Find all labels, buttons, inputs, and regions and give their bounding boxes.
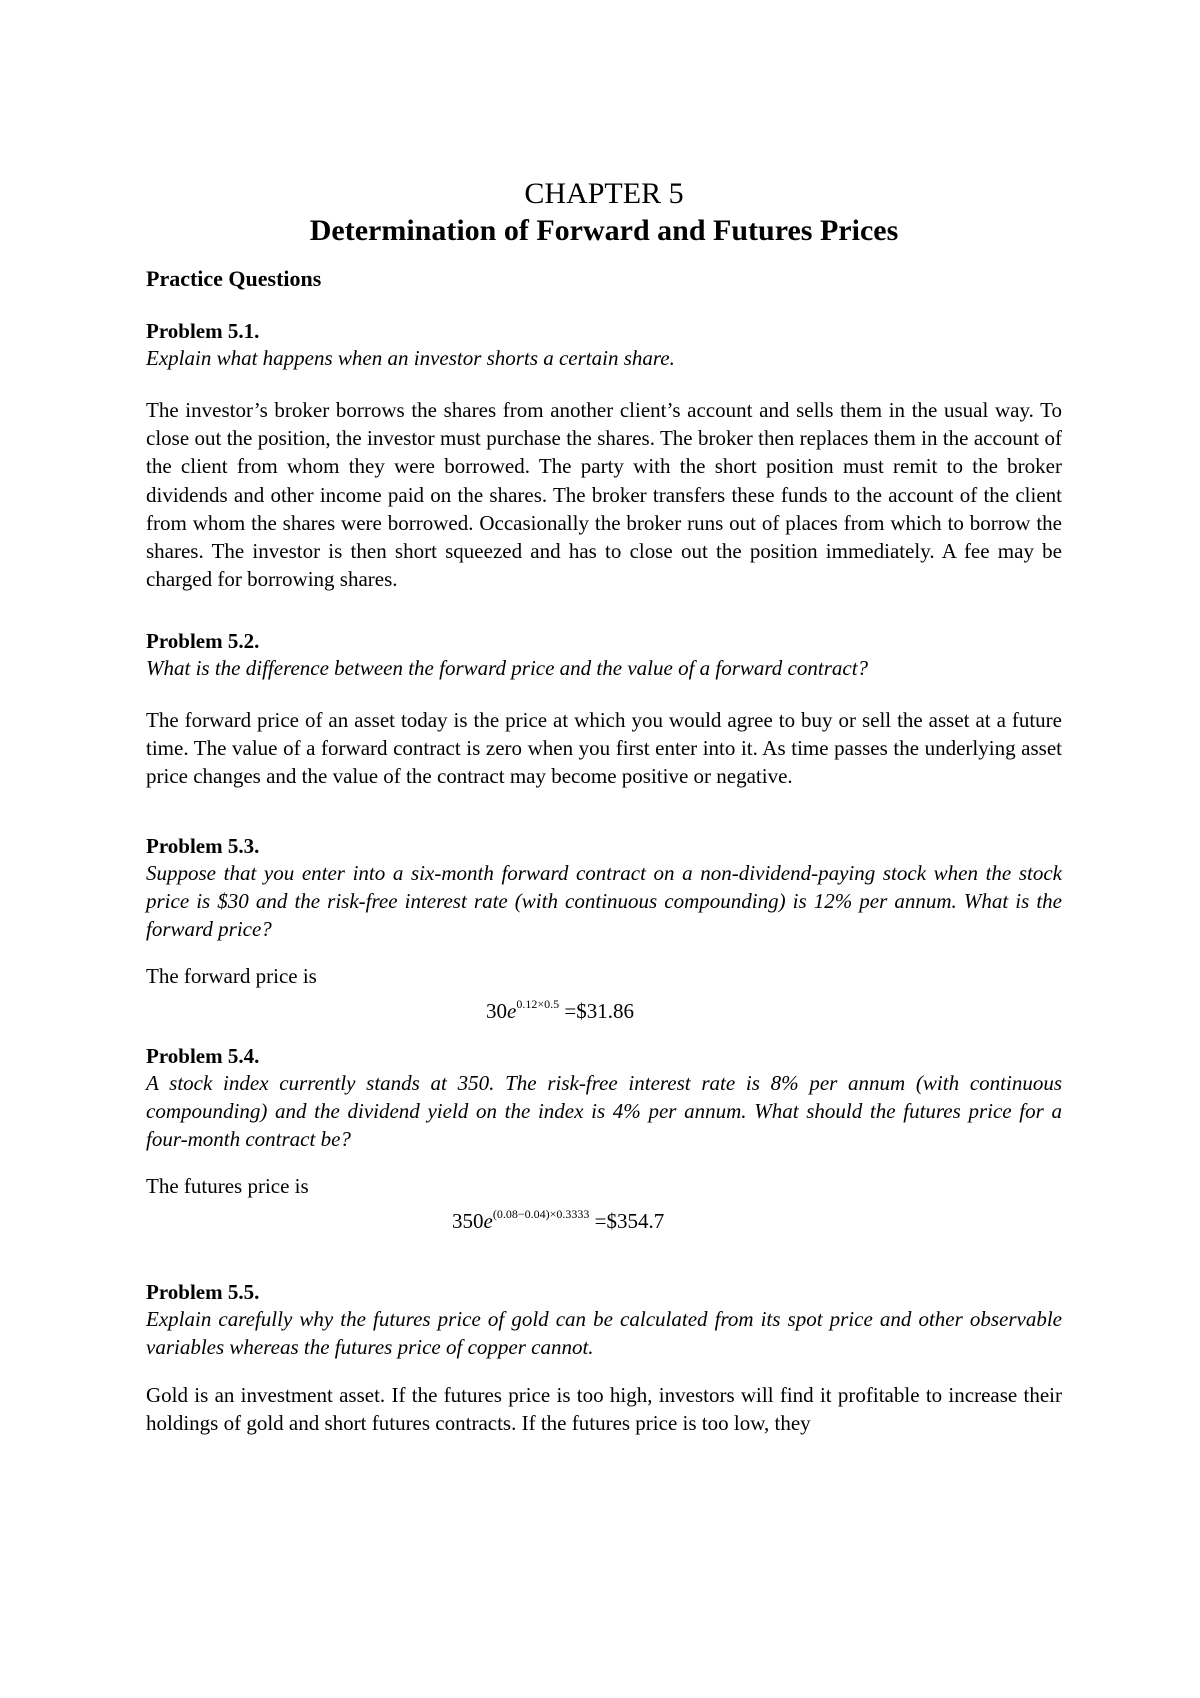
- problem-answer: Gold is an investment asset. If the futures price is too high, investors will find it profitable to increase their holdings of gold and short futures contracts. If the futures price is too low, they: [146, 1383, 1062, 1436]
- problem-question: Suppose that you enter into a six-month forward contract on a non-dividend-paying stock when the stock price is $30 and the risk-free interest rate (with continuous compounding) is 12% per annum. What is the forward price?: [146, 861, 1062, 942]
- problem-question: What is the difference between the forward price and the value of a forward contract?: [146, 656, 869, 680]
- formula-base: 30: [486, 999, 507, 1023]
- formula-result: =$354.7: [594, 1209, 665, 1233]
- formula-exponent: 0.12×0.5: [516, 997, 560, 1011]
- formula-e: e: [483, 1209, 493, 1233]
- problem-answer: The forward price is: [146, 964, 317, 988]
- problem-heading: Problem 5.4.: [146, 1044, 260, 1068]
- problem-question: Explain what happens when an investor shorts a certain share.: [146, 346, 675, 370]
- problem-question: A stock index currently stands at 350. The risk-free interest rate is 8% per annum (with continuous compounding) and the dividend yield on the index is 4% per annum. What should the futures price for a four-month contract be?: [146, 1071, 1062, 1152]
- formula-result: =$31.86: [564, 999, 634, 1023]
- problem-heading: Problem 5.2.: [146, 629, 260, 653]
- problem-heading: Problem 5.1.: [146, 319, 260, 343]
- formula-base: 350: [452, 1209, 484, 1233]
- chapter-number: CHAPTER 5: [524, 177, 684, 210]
- formula-e: e: [507, 999, 517, 1023]
- formula-exponent: (0.08−0.04)×0.3333: [492, 1207, 590, 1221]
- problem-question: Explain carefully why the futures price of gold can be calculated from its spot price and other observable variables whereas the futures price of copper cannot.: [146, 1307, 1062, 1360]
- forward-price-formula: [486, 992, 634, 1025]
- problem-answer: The futures price is: [146, 1174, 309, 1198]
- problem-heading: Problem 5.3.: [146, 834, 260, 858]
- section-heading: Practice Questions: [146, 266, 322, 291]
- problem-heading: Problem 5.5.: [146, 1280, 260, 1304]
- futures-price-formula: [452, 1202, 664, 1235]
- problem-answer: The investor’s broker borrows the shares from another client’s account and sells them in the usual way. To close out the position, the investor must purchase the shares. The broker then replaces them in the account of the client from whom they were borrowed. The party with the short position must remit to the broker dividends and other income paid on the shares. The broker transfers these funds to the account of the client from whom the shares were borrowed. Occasionally the broker runs out of places from which to borrow the shares. The investor is then short squeezed and has to close out the position immediately. A fee may be charged for borrowing shares.: [146, 398, 1062, 592]
- problem-answer: The forward price of an asset today is the price at which you would agree to buy or sell the asset at a future time. The value of a forward contract is zero when you first enter into it. As time passes the underlying asset price changes and the value of the contract may become positive or negative.: [146, 708, 1062, 789]
- chapter-title: Determination of Forward and Futures Prices: [309, 214, 899, 247]
